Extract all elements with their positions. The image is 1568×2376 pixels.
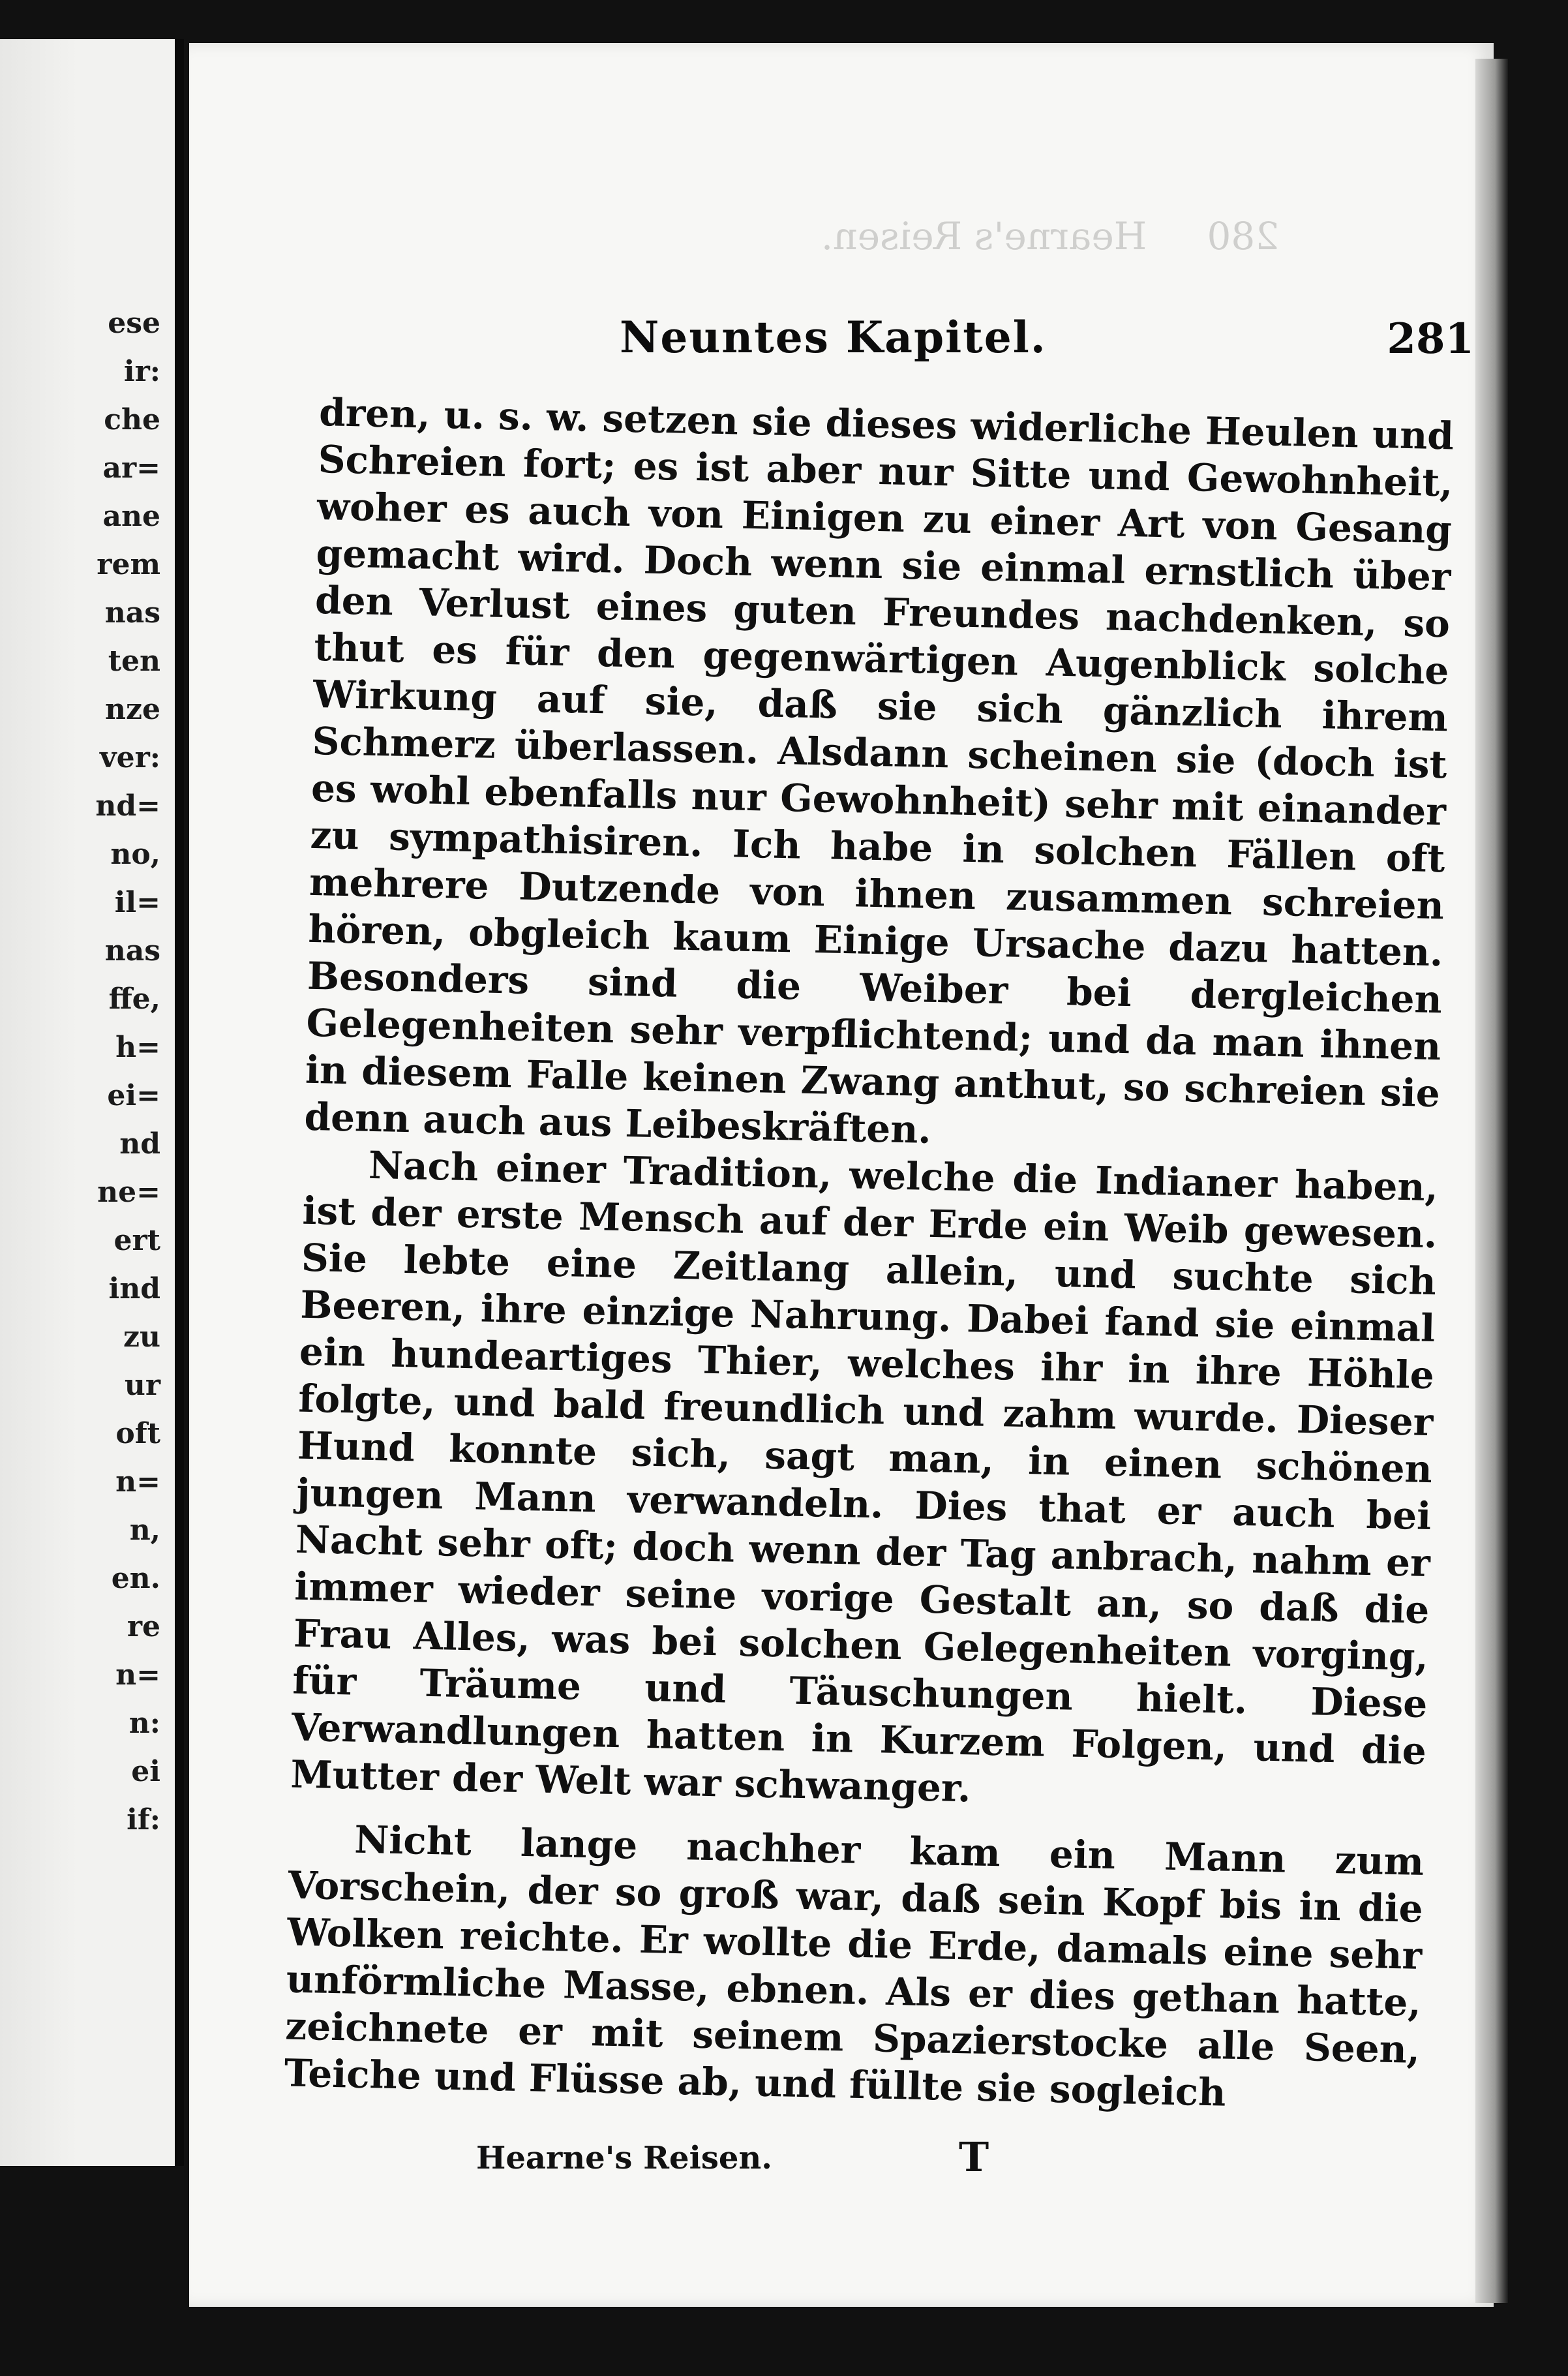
- facing-page-fragment: ese: [108, 307, 160, 340]
- facing-page-fragment: ffe,: [108, 982, 160, 1016]
- facing-page-fragment: nd: [119, 1127, 160, 1161]
- bleed-through-page-number: 280: [1207, 214, 1280, 258]
- facing-page-fragment: n=: [115, 1465, 160, 1499]
- facing-page-fragment: if:: [127, 1803, 160, 1836]
- facing-page-fragment: h=: [115, 1031, 160, 1064]
- facing-page-fragment: n:: [128, 1707, 160, 1740]
- facing-page-fragment: ne=: [97, 1176, 160, 1209]
- page-footer: [476, 2133, 1455, 2192]
- facing-page-fragment: rem: [97, 548, 160, 581]
- facing-page-fragment: n=: [115, 1658, 160, 1692]
- facing-page-fragment: ten: [108, 645, 160, 678]
- facing-page-fragment: n,: [129, 1514, 160, 1547]
- running-head: [339, 312, 1474, 371]
- facing-page-fragment: ind: [108, 1272, 160, 1305]
- facing-page-fragment: no,: [110, 838, 160, 871]
- facing-page-fragment: che: [104, 403, 160, 436]
- chapter-title: Neuntes Kapitel.: [620, 312, 1047, 363]
- facing-page-fragment: ir:: [123, 355, 160, 388]
- page-number: 281: [1387, 314, 1474, 363]
- signature: Hearne's Reisen.: [476, 2140, 772, 2176]
- facing-page-fragment: ei: [131, 1755, 160, 1788]
- facing-page-fragment: ert: [113, 1224, 160, 1257]
- facing-page-fragment: en.: [111, 1562, 160, 1595]
- facing-page-fragment: re: [127, 1610, 160, 1643]
- facing-page-fragment: ei=: [107, 1079, 160, 1112]
- bleed-through-heading: [646, 214, 1455, 258]
- facing-page-fragment: ur: [124, 1369, 160, 1402]
- facing-page-fragment: nze: [105, 693, 160, 726]
- facing-page-fragment: ver:: [100, 741, 160, 774]
- page-edge-shadow: [1475, 59, 1508, 2303]
- body-text: [284, 389, 1454, 2120]
- facing-page-fragment: nd=: [95, 789, 160, 823]
- facing-page-fragment: ane: [102, 500, 160, 533]
- facing-page: [0, 39, 184, 2166]
- facing-page-fragment: oft: [115, 1417, 160, 1450]
- facing-page-fragment: nas: [104, 934, 160, 967]
- book-page: [189, 43, 1494, 2307]
- facing-page-fragment: il=: [114, 886, 160, 919]
- bleed-through-title: Hearne's Reisen.: [821, 214, 1147, 258]
- signature-mark: T: [959, 2133, 989, 2181]
- paragraph-1: dren, u. s. w. setzen sie dieses widerliche Heulen und Schreien fort; es ist aber nur Sitte und Gewohnheit, woher es auch von Einigen zu einer Art von Gesang gemacht wird. Doch wenn sie einmal ernstlich über den Verlust eines guten Freundes nachdenken, so thut es für den gegenwärtigen Augenblick solche Wirkung auf sie, daß sie sich gänzlich ihrem Schmerz überlassen. Alsdann scheinen sie (doch ist es wohl ebenfalls nur Gewohnheit) sehr mit einander zu sympathisiren. Ich habe in solchen Fällen oft mehrere Dutzende von ihnen zusammen schreien hören, obgleich kaum Einige Ursache dazu hatten. Besonders sind die Weiber bei dergleichen Gelegenheiten sehr verpflichtend; und da man ihnen in diesem Falle keinen Zwang anthut, so schreien sie denn auch aus Leibeskräften.: [303, 389, 1455, 1152]
- paragraph-2: Nach einer Tradition, welche die Indianer haben, ist der erste Mensch auf der Erde ein Weib gewesen. Sie lebte eine Zeitlang allein, und suchte sich Beeren, ihre einzige Nahrung. Dabei fand sie einmal ein hundeartiges Thier, welches ihr in ihre Höhle folgte, und bald freundlich und zahm wurde. Dieser Hund konnte sich, sagt man, in einen schönen jungen Mann verwandeln. Dies that er auch bei Nacht sehr oft; doch wenn der Tag anbrach, nahm er immer wieder seine vorige Gestalt an, so daß die Frau Alles, was bei solchen Gelegenheiten vorging, für Träume und Täuschungen hielt. Diese Verwandlungen hatten in Kurzem Folgen, und die Mutter der Welt war schwanger.: [290, 1142, 1439, 1811]
- facing-page-shadow: [0, 39, 78, 2166]
- paragraph-3: Nicht lange nachher kam ein Mann zum Vorschein, der so groß war, daß sein Kopf bis in die Wolken reichte. Er wollte die Erde, damals eine sehr unförmliche Masse, ebnen. Als er dies gethan hatte, zeichnete er mit seinem Spazierstocke alle Seen, Teiche und Flüsse ab, und füllte sie sogleich: [284, 1817, 1425, 2115]
- facing-page-fragment: nas: [104, 596, 160, 630]
- facing-page-fragment: ar=: [102, 451, 160, 485]
- facing-page-fragment: zu: [123, 1320, 160, 1354]
